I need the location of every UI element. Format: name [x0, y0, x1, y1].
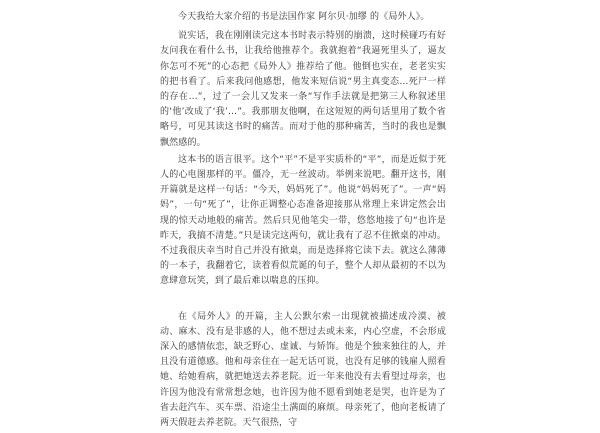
body-paragraph: 说实话，我在刚刚读完这本书时表示特别的崩溃，这时候碰巧有好友问我在看什么书，让我给他推荐个。我就抱着“我逼死里头了，逼友你怎可不死”的心态把《局外人》推荐给了他。他倒也实在，老老实实的把书看了。后来我问他感想，他发来短信说“男主真变态…死尸一样的存在…”，过了一会儿又发来一条“写作手法就是把第三人称叙述里的‘他’改成了‘我’…”。我那朋友他啊，在这短短的两句话里用了数个省略号，可见其读这书时的痛苦。而对于他的那种痛苦，当时的我也是飘飘然感的。: [160, 31, 446, 148]
article-column: [160, 10, 446, 433]
section-gap: [160, 292, 446, 310]
body-paragraph: 在《局外人》的开篇，主人公默尔索一出现就被描述成冷漠、被动、麻木、没有是非感的人，他不想过去或未来，内心空虚，不会形成深入的感情依恋，缺乏野心、虚诚、与矫饰。他是个独来独往的人，并且没有道德感。他和母亲住在一起无话可说，也没有足够的钱雇人照看她、给她看病，就把她送去养老院。近一年来他没有去看望过母亲，也许因为他没有常常想念她，也许因为他不愿看到她老是哭，也许是为了省去赶汽车、买车票、沿途尘土满面的麻烦。母亲死了，他向老板请了两天假赶去养老院。天气很热，守: [160, 311, 446, 429]
body-paragraph: 这本书的语言很平。这个“平”不是平实质朴的“平”，而是近似于死人的心电图那样的平。僵冷，无一丝波动。举例来说吧。翻开这书，刚开篇就是这样一句话：“今天，妈妈死了”。他说“妈妈死了”。一声“妈妈”，一句“死了”，让你正调整心态准备迎接那从常理上来讲定然会出现的惊天动地般的痛苦。然后只见他笔尖一带，悠悠地接了句“也许是昨天，我搞不清楚。”只是读完这两句，就让我有了忍不住掀桌的冲动。不过我很庆幸当时自己并没有掀桌，而是选择将它读下去。就这么薄薄的一本子，我翻着它，读着看似荒诞的句子，整个人却从最初的不以为意肆意玩笑，到了最后难以喘息的压抑。: [160, 154, 446, 287]
intro-paragraph: 今天我给大家介绍的书是法国作家 阿尔贝·加缪 的《局外人》。: [178, 12, 430, 22]
